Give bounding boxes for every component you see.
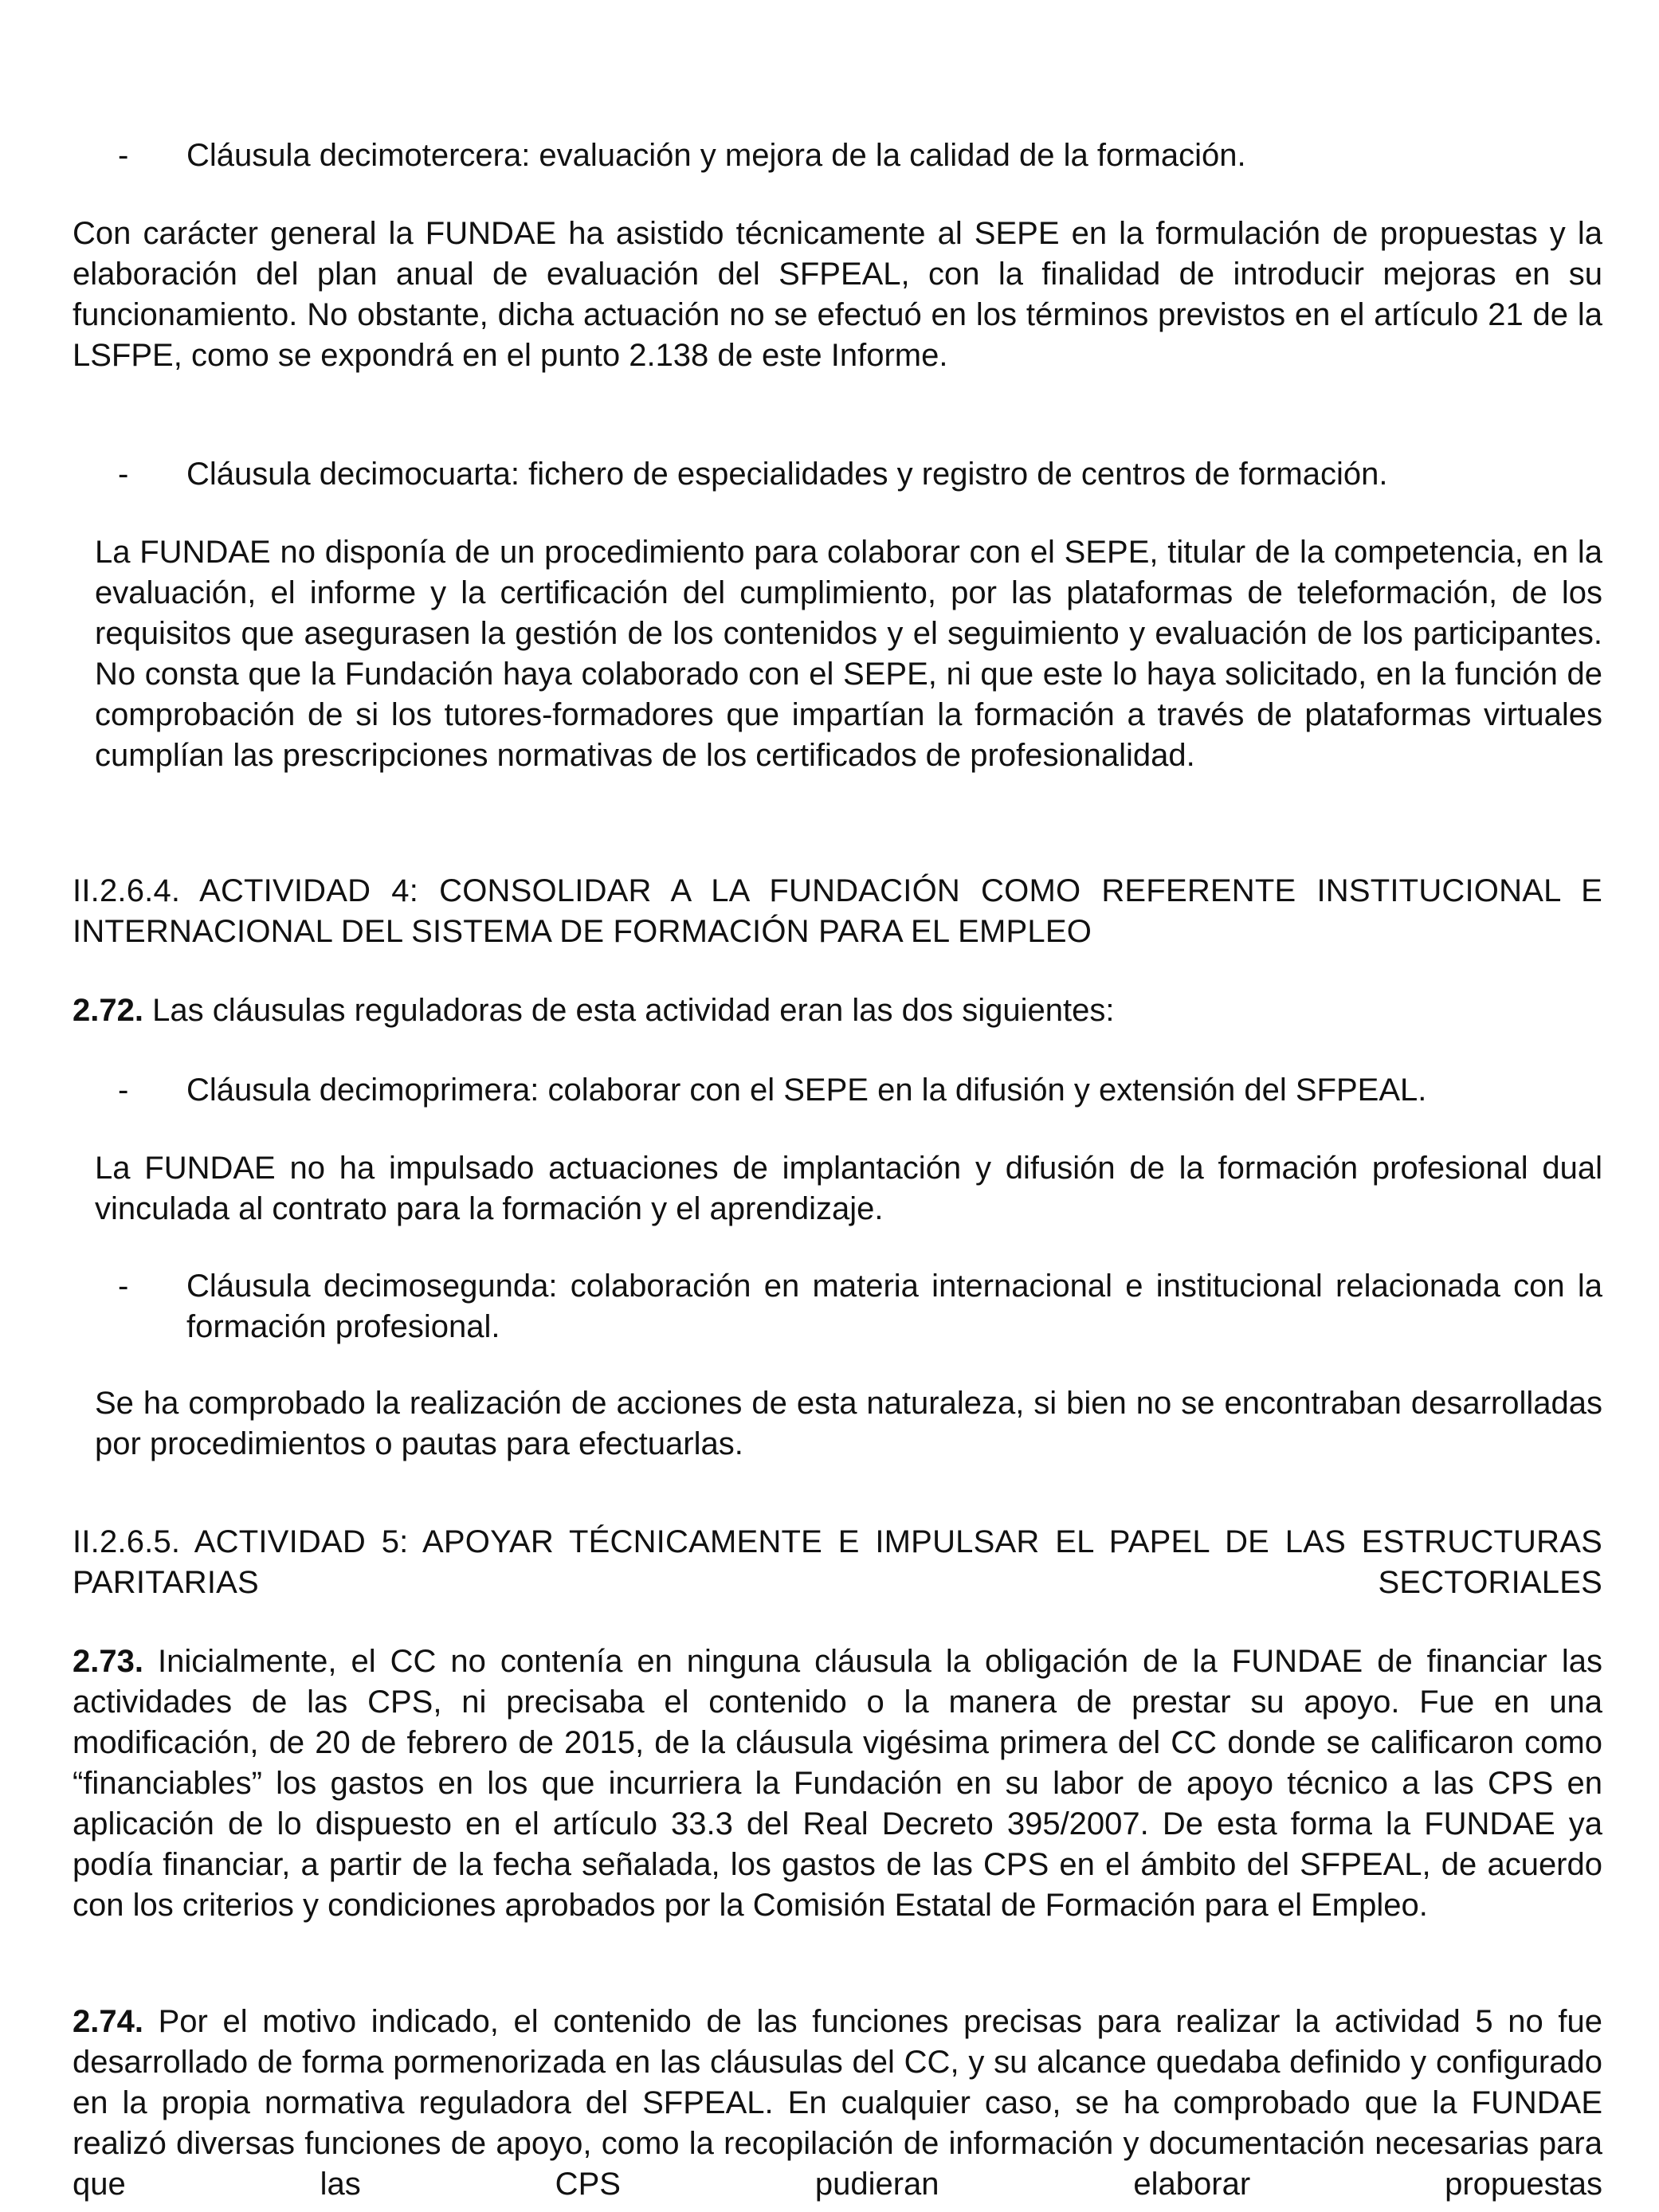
section-heading: II.2.6.5. ACTIVIDAD 5: APOYAR TÉCNICAMENTE E IMPULSAR EL PAPEL DE LAS ESTRUCTURAS PARITARIAS SECTORIALES bbox=[73, 1524, 1602, 1600]
paragraph-number: 2.74. bbox=[73, 2004, 143, 2039]
paragraph-text: Por el motivo indicado, el contenido de las funciones precisas para realizar la actividad 5 no fue desarrollado de forma pormenorizada en las cláusulas del CC, y su alcance quedaba definido y configurado en la propia normativa reguladora del SFPEAL. En cualquier caso, se ha comprobado que la FUNDAE realizó diversas funciones de apoyo, como la recopilación de información y documentación necesarias para que las CPS pudieran elaborar propuestas bbox=[73, 2004, 1602, 2202]
paragraph-text: Inicialmente, el CC no contenía en ninguna cláusula la obligación de la FUNDAE de financiar las actividades de las CPS, ni precisaba el contenido o la manera de prestar su apoyo. Fue en una modificación, de 20 de febrero de 2015, de la cláusula vigésima primera del CC donde se calificaron como “financiables” los gastos en los que incurriera la Fundación en su labor de apoyo técnico a las CPS en aplicación de lo dispuesto en el artículo 33.3 del Real Decreto 395/2007. De esta forma la FUNDAE ya podía financiar, a partir de la fecha señalada, los gastos de las CPS en el ámbito del SFPEAL, de acuerdo con los criterios y condiciones aprobados por la Comisión Estatal de Formación para el Empleo. bbox=[73, 1644, 1602, 1923]
bullet-text: Cláusula decimosegunda: colaboración en materia internacional e institucional relacionada con la formación profesional. bbox=[186, 1269, 1602, 1344]
bullet-text: Cláusula decimocuarta: fichero de especialidades y registro de centros de formación. bbox=[186, 457, 1388, 492]
paragraph-number: 2.72. bbox=[73, 993, 143, 1028]
bullet-dash: - bbox=[118, 457, 129, 492]
section-heading: II.2.6.4. ACTIVIDAD 4: CONSOLIDAR A LA FUNDACIÓN COMO REFERENTE INSTITUCIONAL E INTERNACIONAL DEL SISTEMA DE FORMACIÓN PARA EL EMPLEO bbox=[73, 873, 1602, 949]
numbered-paragraph bbox=[73, 990, 1602, 1031]
numbered-paragraph bbox=[73, 2002, 1602, 2205]
paragraph-text: Las cláusulas reguladoras de esta actividad eran las dos siguientes: bbox=[152, 993, 1115, 1028]
bullet-text: Cláusula decimotercera: evaluación y mejora de la calidad de la formación. bbox=[186, 138, 1246, 173]
paragraph: Con carácter general la FUNDAE ha asistido técnicamente al SEPE en la formulación de propuestas y la elaboración del plan anual de evaluación del SFPEAL, con la finalidad de introducir mejoras en su funcionamiento. No obstante, dicha actuación no se efectuó en los términos previstos en el artículo 21 de la LSFPE, como se expondrá en el punto 2.138 de este Informe. bbox=[73, 216, 1602, 373]
paragraph: La FUNDAE no disponía de un procedimiento para colaborar con el SEPE, titular de la competencia, en la evaluación, el informe y la certificación del cumplimiento, por las plataformas de teleformación, de los requisitos que asegurasen la gestión de los contenidos y el seguimiento y evaluación de los participantes. No consta que la Fundación haya colaborado con el SEPE, ni que este lo haya solicitado, en la función de comprobación de si los tutores-formadores que impartían la formación a través de plataformas virtuales cumplían las prescripciones normativas de los certificados de profesionalidad. bbox=[95, 535, 1602, 773]
bullet-dash: - bbox=[118, 1269, 129, 1304]
bullet-dash: - bbox=[118, 1073, 129, 1108]
bullet-text: Cláusula decimoprimera: colaborar con el SEPE en la difusión y extensión del SFPEAL. bbox=[186, 1073, 1427, 1108]
paragraph: Se ha comprobado la realización de acciones de esta naturaleza, si bien no se encontraban desarrolladas por procedimientos o pautas para efectuarlas. bbox=[95, 1386, 1602, 1461]
paragraph-number: 2.73. bbox=[73, 1644, 143, 1679]
paragraph: La FUNDAE no ha impulsado actuaciones de implantación y difusión de la formación profesional dual vinculada al contrato para la formación y el aprendizaje. bbox=[95, 1151, 1602, 1226]
bullet-dash: - bbox=[118, 138, 129, 173]
numbered-paragraph bbox=[73, 1641, 1602, 1926]
